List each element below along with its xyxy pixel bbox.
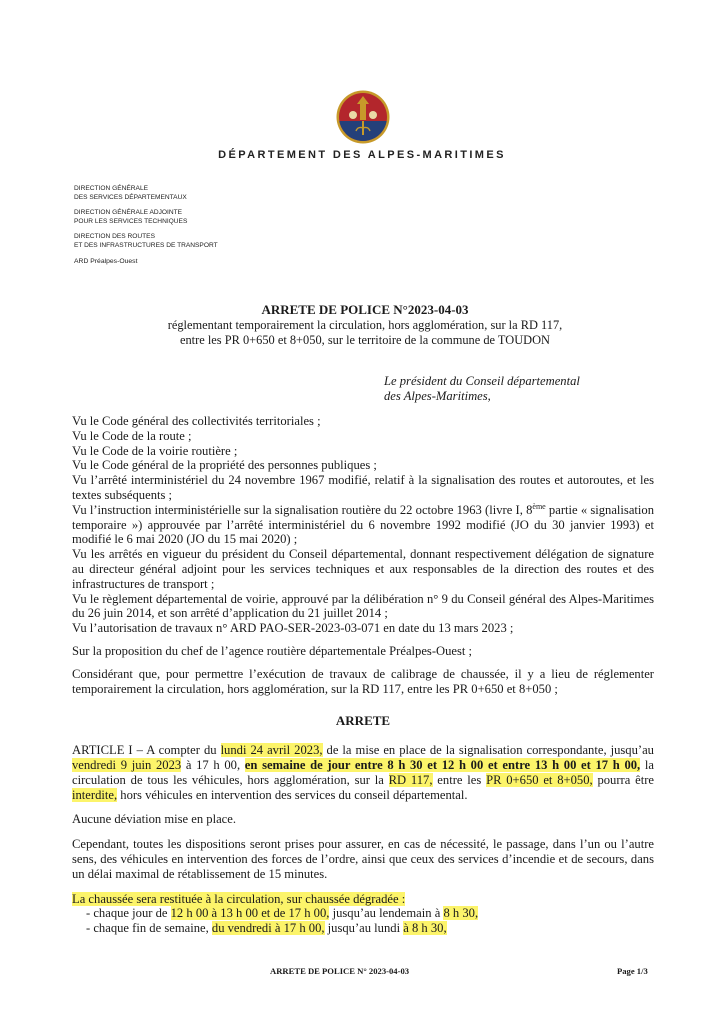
highlight-weekend-end: à 8 h 30, — [403, 921, 447, 936]
superscript: ème — [532, 501, 546, 511]
visa-propriete: Vu le Code général de la propriété des personnes publiques ; — [72, 458, 377, 473]
service-line: POUR LES SERVICES TECHNIQUES — [74, 217, 188, 225]
arrete-title: ARRETE DE POLICE N°2023-04-03 — [261, 302, 469, 317]
visa-delegation: Vu les arrêtés en vigueur du président du Conseil départemental, donnant respectivement délégation de signature au directeur général adjoint pour les services techniques et aux responsables de la direction des routes et des infrastructures de transport ; — [72, 547, 654, 591]
service-line: DIRECTION GÉNÉRALE — [74, 185, 149, 192]
highlight-weekend-start: du vendredi à 17 h 00, — [211, 921, 325, 936]
text-span: de la mise en place de la signalisation correspondante, jusqu’au — [322, 743, 654, 758]
visa-code-route: Vu le Code de la route ; — [72, 428, 192, 443]
subtitle-line-1: réglementant temporairement la circulation, hors agglomération, sur la RD 117, — [167, 318, 563, 332]
department-name: DÉPARTEMENT DES ALPES-MARITIMES — [218, 149, 506, 161]
service-line: DES SERVICES DÉPARTEMENTAUX — [74, 193, 187, 201]
service-line: ET DES INFRASTRUCTURES DE TRANSPORT — [74, 241, 218, 249]
text-span: à 17 h 00, — [181, 757, 245, 772]
title-block — [60, 302, 670, 348]
restitution-weekend — [72, 921, 654, 936]
service-dga — [74, 209, 334, 226]
deviation: Aucune déviation mise en place. — [72, 812, 237, 827]
visa-voirie: Vu le Code de la voirie routière ; — [72, 443, 238, 458]
visa-cgct: Vu le Code général des collectivités territoriales ; — [72, 414, 321, 428]
article-1 — [72, 743, 654, 802]
services-block — [74, 185, 334, 266]
restitution-intro — [72, 892, 654, 907]
highlight-daily-hours: 12 h 00 à 13 h 00 et de 17 h 00, — [170, 906, 330, 921]
department-emblem-icon — [336, 88, 390, 146]
text-span: jusqu’au lendemain à — [329, 906, 444, 921]
text-span: Vu l’instruction interministérielle sur la signalisation routière du 22 octobre 1963 (livre I, 8 — [72, 502, 533, 517]
president-block — [384, 374, 580, 404]
text-span: - chaque jour de — [86, 906, 171, 921]
president-line-1: Le président du Conseil départemental — [384, 374, 580, 388]
visa-autorisation: Vu l’autorisation de travaux n° ARD PAO-SER-2023-03-071 en date du 13 mars 2023 ; — [72, 621, 514, 636]
service-drit — [74, 233, 334, 250]
service-line: DIRECTION DES ROUTES — [74, 233, 155, 241]
proposition: Sur la proposition du chef de l’agence routière départementale Préalpes-Ouest ; — [72, 643, 473, 658]
highlight-start-date: lundi 24 avril 2023, — [220, 743, 323, 758]
page-number: Page 1/3 — [617, 966, 648, 976]
footer-reference: ARRETE DE POLICE N° 2023-04-03 — [270, 966, 410, 976]
highlight-hours: en semaine de jour entre 8 h 30 et 12 h 00 et entre 13 h 00 et 17 h 00, — [244, 757, 641, 772]
subtitle-line-2: entre les PR 0+650 et 8+050, sur le territoire de la commune de TOUDON — [179, 333, 550, 347]
president-line-2: des Alpes-Maritimes, — [384, 389, 491, 403]
visa-reglement: Vu le règlement départemental de voirie, approuvé par la délibération n° 9 du Conseil général des Alpes-Maritimes du 26 juin 2014, et son arrêté d’application du 21 juillet 2014 ; — [72, 591, 654, 621]
considerant: Considérant que, pour permettre l’exécution de travaux de calibrage de chaussée, il y a lieu de réglementer temporairement la circulation, hors agglomération, sur la RD 117, entre les PR 0+650 et 8+050 ; — [72, 666, 654, 696]
visa-instruction-1963 — [72, 503, 654, 547]
cependant: Cependant, toutes les dispositions seront prises pour assurer, en cas de nécessité, le passage, dans l’un ou l’autre sens, des véhicules en intervention des forces de l’ordre, ainsi que ceux des services d’incendie et de secours, dans un délai maximal de rétablissement de 15 minutes. — [72, 837, 654, 881]
highlight-pr: PR 0+650 et 8+050, — [486, 772, 593, 787]
highlight-end-date: vendredi 9 juin 2023 — [72, 757, 182, 772]
service-line: DIRECTION GÉNÉRALE ADJOINTE — [74, 209, 183, 217]
text-span: hors véhicules en intervention des services du conseil départemental. — [117, 787, 468, 802]
text-span: jusqu’au lundi — [324, 921, 404, 936]
text-span: la circulation de tous les véhicules, hors agglomération, sur la — [72, 757, 654, 787]
text-span: pourra être — [592, 772, 655, 787]
text-span: ARTICLE I – A compter du — [72, 743, 221, 758]
restitution-daily — [72, 906, 654, 921]
text-span: - chaque fin de semaine, — [86, 921, 212, 936]
arrete-heading: ARRETE — [335, 713, 391, 729]
document-body — [72, 414, 654, 936]
highlight-interdite: interdite, — [72, 787, 118, 802]
service-ard: ARD Préalpes-Ouest — [74, 257, 138, 265]
highlight-daily-end: 8 h 30, — [443, 906, 479, 921]
visa-arrete-1967: Vu l’arrêté interministériel du 24 novembre 1967 modifié, relatif à la signalisation des routes et autoroutes, et les textes subséquents ; — [72, 473, 654, 502]
text-span: partie « signalisation temporaire ») approuvée par l’arrêté interministériel du 6 novembre 1992 modifié (JO du 30 janvier 1993) et modifié le 6 mai 2020 (JO du 15 mai 2020) ; — [72, 502, 654, 547]
service-dgs — [74, 185, 334, 202]
text-span: entre les — [432, 772, 487, 787]
highlight-restitution: La chaussée sera restituée à la circulation, sur chaussée dégradée : — [72, 891, 406, 906]
highlight-road: RD 117, — [388, 772, 433, 787]
